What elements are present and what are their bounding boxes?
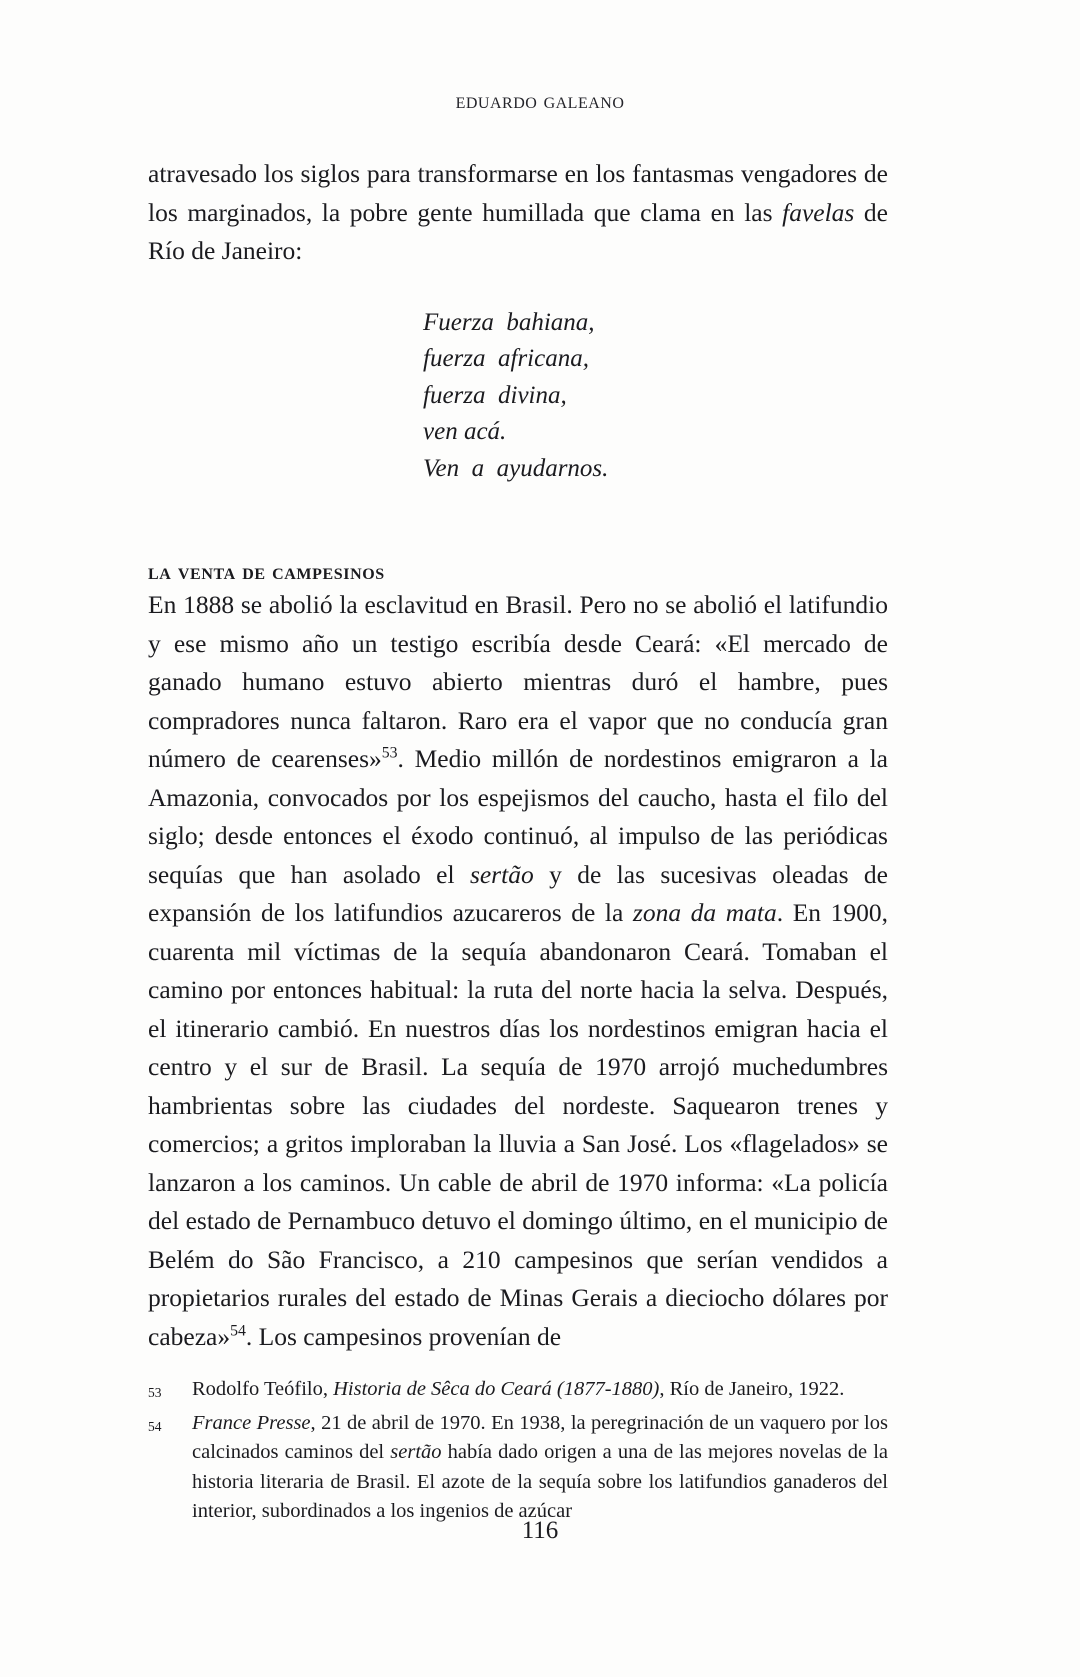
continued-paragraph-tail: de Río de Janeiro: <box>148 197 889 265</box>
footnote-number: 53 <box>148 1385 162 1400</box>
footnote-ref-53[interactable]: 53 <box>381 744 398 762</box>
text-column <box>148 155 888 1356</box>
page-number: 116 <box>521 1517 559 1544</box>
footnote-text-part-2: había dado origen a una de las mejores novelas de la historia literaria de Brasil. El azote de la sequía sobre los latifundios ganaderos del interior, subordinados a los ingenios de azúcar <box>192 1441 888 1522</box>
footnote-item <box>148 1409 888 1527</box>
sertao-italic: sertão <box>469 859 534 889</box>
main-paragraph <box>148 586 888 1356</box>
favelas-italic: favelas <box>782 197 855 227</box>
footnote-number: 54 <box>148 1418 162 1434</box>
footnote-ref-54[interactable]: 54 <box>230 1322 246 1339</box>
continued-paragraph-text: atravesado los siglos para transformarse en los fantasmas vengadores de los marginados, la pobre gente humillada que clama en las <box>148 159 888 227</box>
footnote-text <box>192 1375 888 1405</box>
verse-line: ven acá. <box>423 418 507 445</box>
footnote-title-italic: Historia de Sêca do Ceará (1877-1880) <box>333 1378 660 1400</box>
footnote-text-part-1: , 21 de abril de 1970. En 1938, la peregrinación de un vaquero por los calcinados caminos del <box>192 1411 888 1463</box>
verse-line: fuerza divina, <box>423 381 567 409</box>
footnote-text <box>192 1409 888 1527</box>
verse-line: Fuerza bahiana, <box>423 308 595 336</box>
footnote-item <box>148 1375 888 1408</box>
footnote-author: Rodolfo Teófilo, <box>192 1378 334 1400</box>
verse-block <box>148 305 888 488</box>
main-paragraph-part-5: . Los campesinos provenían de <box>245 1321 562 1351</box>
main-paragraph-part-1: En 1888 se abolió la esclavitud en Brasil. Pero no se abolió el latifundio y ese mismo año un testigo escribía desde Ceará: «El mercado de ganado humano estuvo abierto mientras duró el hambre, pues compradores nunca faltaron. Raro era el vapor que no conducía gran número de cearenses» <box>148 590 888 773</box>
main-paragraph-part-2: . Medio millón de nordestinos emigraron a la Amazonia, convocados por los espejismos del caucho, hasta el filo del siglo; desde entonces el éxodo continuó, al impulso de las periódicas sequías que han asolado el <box>148 744 888 889</box>
main-paragraph-part-3: y de las sucesivas oleadas de expansión de los latifundios azucareros de la <box>148 859 888 927</box>
footnote-source-italic: France Presse <box>192 1411 311 1434</box>
zona-da-mata-italic: zona da mata <box>632 898 777 927</box>
verse-line: Ven a ayudarnos. <box>423 454 609 482</box>
continued-paragraph <box>148 155 888 271</box>
footnotes-section <box>148 1375 888 1528</box>
running-head: eduardo galeano <box>455 88 625 113</box>
footnote-sertao-italic: sertão <box>390 1441 442 1463</box>
verse-line: fuerza africana, <box>423 345 589 372</box>
footnote-tail: , Río de Janeiro, 1922. <box>659 1378 845 1400</box>
main-paragraph-part-4: . En 1900, cuarenta mil víctimas de la sequía abandonaron Ceará. Tomaban el camino por entonces habitual: la ruta del norte hacia la selva. Después, el itinerario cambió. En nuestros días los nordestinos emigran hacia el centro y el sur de Brasil. La sequía de 1970 arrojó muchedumbres hambrientas sobre las ciudades del nordeste. Saquearon trenes y comercios; a gritos imploraban la lluvia a San José. Los «flagelados» se lanzaron a los caminos. Un cable de abril de 1970 informa: «La policía del estado de Pernambuco detuvo el domingo último, en el municipio de Belém do São Francisco, a 210 campesinos que serían vendidos a propietarios rurales del estado de Minas Gerais a dieciocho dólares por cabeza» <box>148 898 889 1351</box>
section-heading: la venta de campesinos <box>148 559 385 585</box>
